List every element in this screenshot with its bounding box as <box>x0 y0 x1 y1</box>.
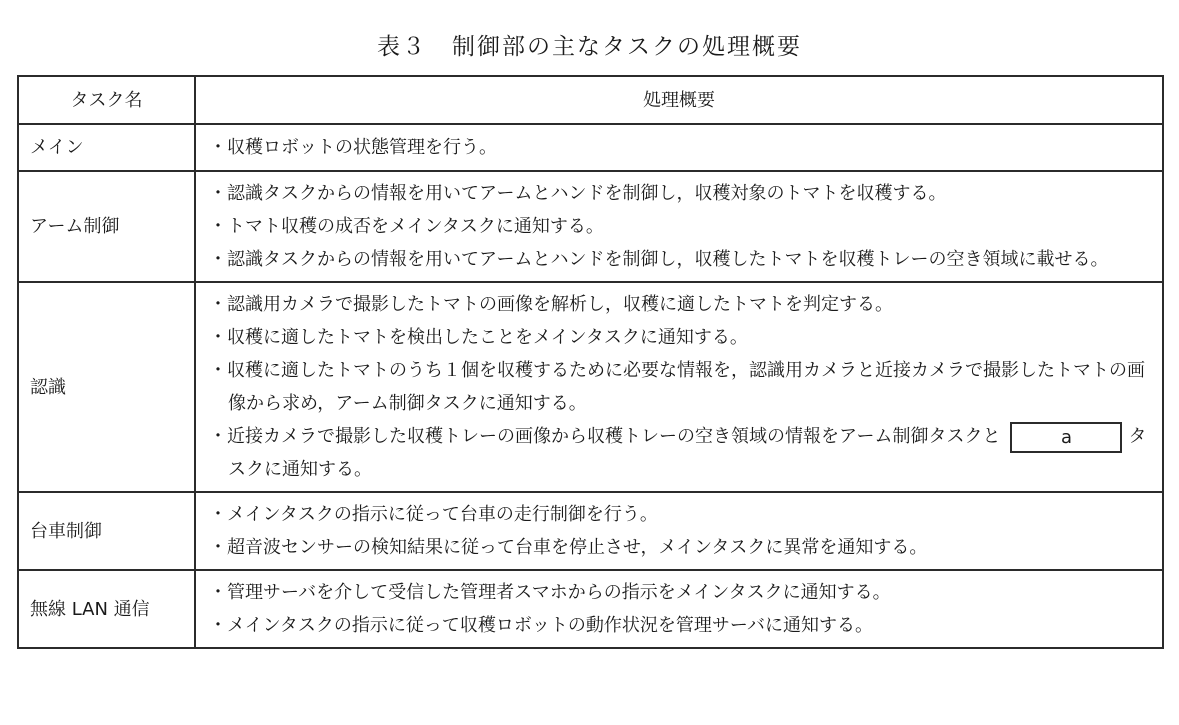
task-name-cell: 台車制御 <box>18 492 195 570</box>
summary-item-with-blank <box>209 420 1154 486</box>
summary-item-text-before: ・近接カメラで撮影した収穫トレーの画像から収穫トレーの空き領域の情報をアーム制御タスクと <box>209 426 1001 447</box>
task-name-cell: 認識 <box>18 282 195 492</box>
summary-item: ・収穫に適したトマトを検出したことをメインタスクに通知する。 <box>209 327 748 348</box>
table-row <box>18 570 1163 648</box>
summary-item: ・認識タスクからの情報を用いてアームとハンドを制御し，収穫したトマトを収穫トレーの空き領域に載せる。 <box>209 249 1109 270</box>
task-summary-cell <box>195 171 1163 282</box>
task-summary-cell <box>195 282 1163 492</box>
summary-item: ・超音波センサーの検知結果に従って台車を停止させ，メインタスクに異常を通知する。 <box>209 537 928 558</box>
task-summary-cell <box>195 492 1163 570</box>
header-summary: 処理概要 <box>195 76 1163 124</box>
task-name-cell: メイン <box>18 124 195 171</box>
task-summary-cell <box>195 570 1163 648</box>
task-name-cell: 無線 LAN 通信 <box>18 570 195 648</box>
task-summary-cell <box>195 124 1163 171</box>
summary-item: ・認識タスクからの情報を用いてアームとハンドを制御し，収穫対象のトマトを収穫する。 <box>209 183 947 204</box>
summary-item: ・収穫ロボットの状態管理を行う。 <box>209 137 497 158</box>
answer-blank-box: a <box>1010 422 1122 453</box>
summary-item: ・認識用カメラで撮影したトマトの画像を解析し，収穫に適したトマトを判定する。 <box>209 294 893 315</box>
header-task-name: タスク名 <box>18 76 195 124</box>
table-caption: 表３ 制御部の主なタスクの処理概要 <box>377 34 802 60</box>
task-name-cell: アーム制御 <box>18 171 195 282</box>
table-row <box>18 124 1163 171</box>
table-header-row <box>18 76 1163 124</box>
table-row <box>18 171 1163 282</box>
table-row <box>18 492 1163 570</box>
summary-item: ・メインタスクの指示に従って台車の走行制御を行う。 <box>209 504 658 525</box>
summary-item: ・収穫に適したトマトのうち１個を収穫するために必要な情報を，認識用カメラと近接カメラで撮影したトマトの画像から求め，アーム制御タスクに通知する。 <box>209 360 1145 414</box>
summary-item: ・管理サーバを介して受信した管理者スマホからの指示をメインタスクに通知する。 <box>209 582 891 603</box>
summary-item: ・トマト収穫の成否をメインタスクに通知する。 <box>209 216 604 237</box>
task-table <box>17 75 1164 649</box>
summary-item: ・メインタスクの指示に従って収穫ロボットの動作状況を管理サーバに通知する。 <box>209 615 874 636</box>
summary-item-text-after: タスクに通知する。 <box>228 426 1147 480</box>
table-row <box>18 282 1163 492</box>
